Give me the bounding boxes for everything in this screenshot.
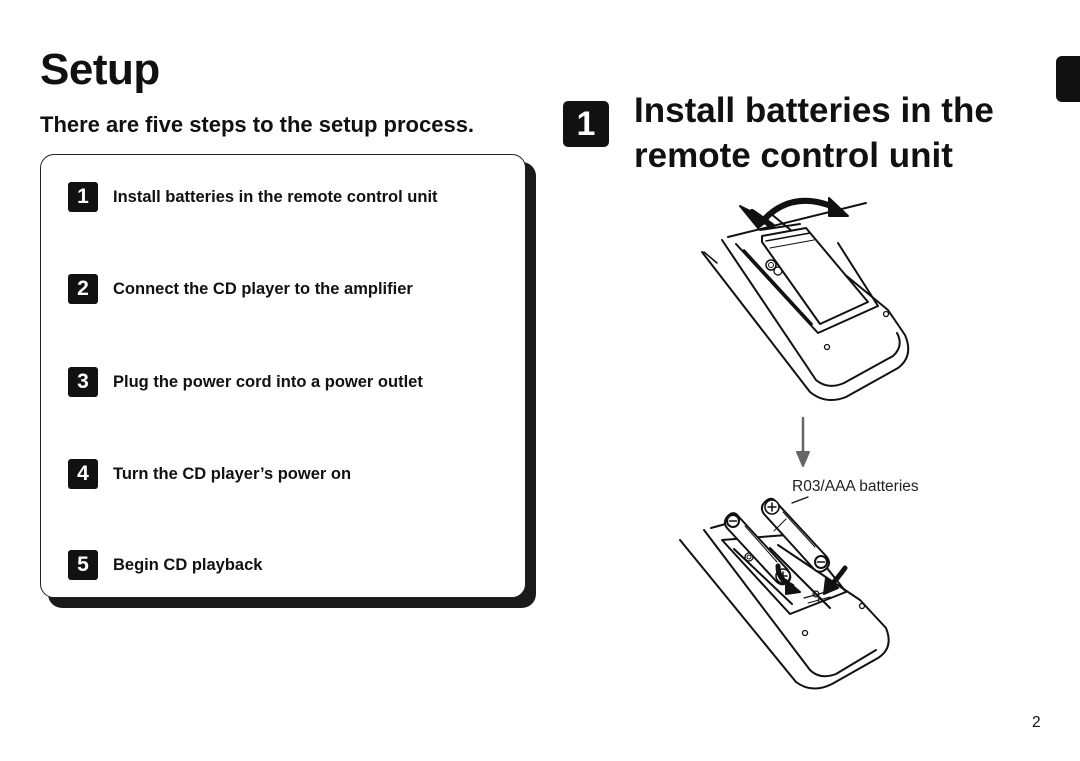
section-number-badge: 1	[563, 101, 609, 147]
section-title-line2: remote control unit	[634, 136, 953, 175]
page-title: Setup	[40, 45, 160, 94]
lid-removal-arrows	[740, 198, 848, 228]
step-text: Begin CD playback	[113, 555, 263, 574]
step-text: Turn the CD player’s power on	[113, 464, 352, 483]
remote-open-compartment-drawing	[702, 203, 908, 400]
step-text: Connect the CD player to the amplifier	[113, 279, 413, 298]
step-number-badge: 1	[68, 182, 98, 212]
step-number-badge: 3	[68, 367, 98, 397]
page-subtitle: There are five steps to the setup process.	[40, 112, 475, 137]
down-arrow-icon	[797, 418, 809, 466]
step-number-badge: 2	[68, 274, 98, 304]
step-number-badge: 4	[68, 459, 98, 489]
remote-inserting-batteries-drawing	[680, 497, 889, 689]
section-title-line1: Install batteries in the	[634, 91, 994, 130]
step-text: Plug the power cord into a power outlet	[113, 372, 423, 391]
page-number: 2	[1032, 714, 1041, 731]
step-text: Install batteries in the remote control unit	[113, 187, 438, 206]
step-number-badge: 5	[68, 550, 98, 580]
battery-type-label: R03/AAA batteries	[792, 478, 919, 495]
